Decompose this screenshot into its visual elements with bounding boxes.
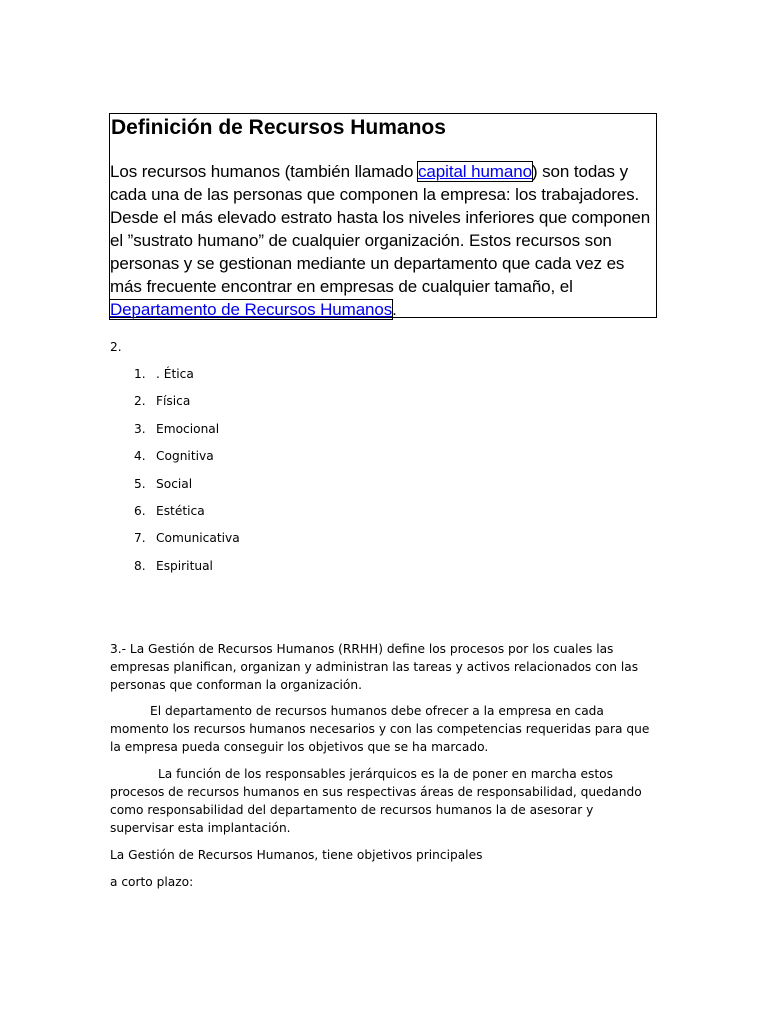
list-item-number: 6.: [134, 503, 146, 518]
list-item: [110, 448, 240, 475]
list-item-number: 3.: [134, 421, 146, 436]
section-3-paragraph-4: La Gestión de Recursos Humanos, tiene objetivos principales: [110, 848, 483, 862]
definition-text-part-1: Los recursos humanos (también llamado: [110, 162, 419, 181]
capital-humano-link[interactable]: capital humano: [418, 162, 532, 181]
section-3-paragraph-1: 3.- La Gestión de Recursos Humanos (RRHH) define los procesos por los cuales las empresas planifican, organizan y administran las tareas y activos relacionados con las personas que conforman la organización.: [110, 642, 639, 692]
definition-box: [109, 113, 657, 318]
definition-text-part-3: .: [392, 300, 397, 319]
definition-text-part-2: ) son todas y cada una de las personas que componen la empresa: los trabajadores. Desde el más elevado estrato hasta los niveles inferiores que componen el ”sustrato humano” de cualquier organización. Estos recursos son personas y se gestionan mediante un departamento que cada vez es más frecuente encontrar en empresas de cualquier tamaño, el: [110, 162, 651, 296]
section-3-paragraph-5: a corto plazo:: [110, 875, 194, 889]
list-item-label: Espiritual: [156, 558, 213, 573]
list-item-number: 4.: [134, 449, 146, 464]
list-item-label: Comunicativa: [156, 531, 240, 546]
list-item-label: Física: [156, 394, 191, 409]
list-item-label: . Ética: [156, 367, 194, 381]
section-3-paragraph-3-text: La función de los responsables jerárquicos es la de poner en marcha estos procesos de recursos humanos en sus respectivas áreas de responsabilidad, quedando como responsabilidad del departamento de recursos humanos la de asesorar y supervisar esta implantación.: [110, 767, 642, 835]
list-item-number: 7.: [134, 531, 146, 546]
section-3-paragraph-2-text: El departamento de recursos humanos debe ofrecer a la empresa en cada momento los recursos humanos necesarios y con las competencias requeridas para que la empresa pueda conseguir los objetivos que se ha marcado.: [110, 704, 650, 754]
definition-text: [110, 160, 658, 321]
list-item-number: 5.: [134, 476, 146, 491]
list-item-number: 2.: [134, 394, 146, 409]
section-3-paragraph-2: [110, 702, 658, 756]
list-item: [110, 530, 240, 557]
list-item: [110, 558, 240, 585]
list-item-label: Cognitiva: [156, 449, 214, 464]
departamento-rrhh-link[interactable]: Departamento de Recursos Humanos: [110, 300, 393, 319]
list-item-number: 8.: [134, 558, 146, 573]
list-item-number: 1.: [134, 367, 146, 381]
list-item: [110, 503, 240, 530]
section-3-paragraph-3: [110, 765, 658, 837]
list-item-label: Social: [156, 476, 193, 491]
section-2-number: 2.: [110, 340, 122, 354]
list-item-label: Estética: [156, 503, 205, 518]
definition-title: Definición de Recursos Humanos: [111, 116, 446, 139]
list-item: [110, 366, 240, 393]
list-item: [110, 421, 240, 448]
list-item: [110, 393, 240, 420]
list-item: [110, 476, 240, 503]
list-item-label: Emocional: [156, 421, 220, 436]
dimensions-list: [110, 366, 240, 585]
